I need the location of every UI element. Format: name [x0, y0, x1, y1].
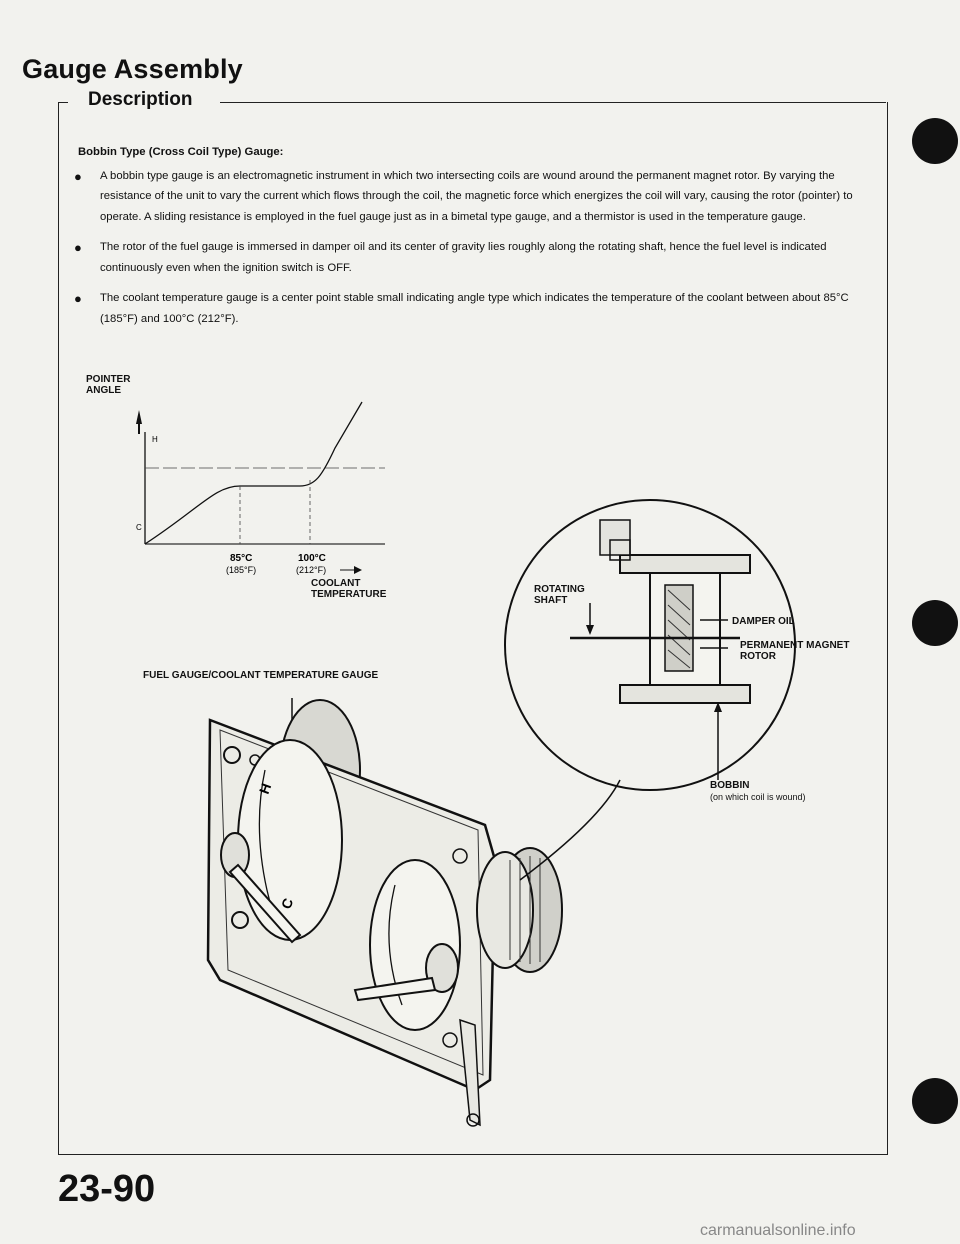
graph-c-label: C — [136, 523, 142, 532]
graph-x-tick-100: 100°C — [298, 553, 326, 564]
y-arrow-icon — [136, 410, 142, 424]
fuel-dial-h-mark-icon: H — [255, 781, 275, 797]
bobbin-bottom-flange — [620, 685, 750, 703]
bobbin-coil-front — [477, 852, 533, 968]
gauge-callout: FUEL GAUGE/COOLANT TEMPERATURE GAUGE — [143, 670, 379, 681]
bullet-icon: ● — [74, 240, 82, 255]
section-heading: Description — [82, 89, 199, 111]
bullet-text: A bobbin type gauge is an electromagnetic instrument in which two intersecting coils are wound around the permanent magnet rotor. By varying the resistance of the unit to vary the current which flows through the coil, the magnetic force which energizes the coil will vary, causing the rotor (pointer) to operate. A sliding resistance is employed in the fuel gauge just as in a bimetal type gauge, and a thermistor is used in the temperature gauge. — [100, 169, 853, 223]
gauge-illustration — [180, 480, 880, 1160]
graph-x-label: COOLANT TEMPERATURE — [311, 578, 387, 600]
page-number: 23-90 — [58, 1168, 156, 1210]
graph-x-tick-100-f: (212°F) — [296, 565, 327, 575]
description-body — [58, 142, 858, 329]
bullet-item — [58, 237, 858, 278]
footer-watermark: carmanualsonline.info — [700, 1222, 856, 1239]
rotor-callout: PERMANENT MAGNET ROTOR — [740, 640, 850, 662]
frame-top-rule — [220, 102, 886, 103]
bullet-text: The coolant temperature gauge is a center point stable small indicating angle type which indicates the temperature of the coolant between about 85°C (185°F) and 100°C (212°F). — [100, 292, 849, 325]
graph-x-tick-85-f: (185°F) — [226, 565, 257, 575]
graph-x-tick-85: 85°C — [230, 553, 253, 564]
binder-hole — [912, 1078, 958, 1124]
bullet-item — [58, 288, 858, 329]
bullet-item — [58, 166, 858, 228]
frame-top-left-rule — [58, 102, 68, 103]
rotating-shaft-callout: ROTATING SHAFT — [534, 584, 585, 606]
bobbin-callout: BOBBIN — [710, 780, 750, 791]
damper-oil-chamber — [665, 585, 693, 671]
graph-y-label: POINTER ANGLE — [86, 374, 131, 396]
damper-oil-callout: DAMPER OIL — [732, 616, 795, 627]
bullet-icon: ● — [74, 168, 82, 184]
bobbin-note: (on which coil is wound) — [710, 792, 806, 802]
page-title: Gauge Assembly — [22, 54, 243, 84]
subheading: Bobbin Type (Cross Coil Type) Gauge: — [78, 146, 284, 158]
fuel-dial-c-mark-icon: C — [277, 896, 297, 912]
bobbin-top-flange — [620, 555, 750, 573]
bullet-icon: ● — [74, 291, 82, 306]
binder-hole — [912, 600, 958, 646]
bullet-text: The rotor of the fuel gauge is immersed in damper oil and its center of gravity lies roughly along the rotating shaft, hence the fuel level is indicated continuously even when the ignition switch is OFF. — [100, 241, 827, 274]
shaft-top-bracket — [600, 520, 630, 555]
binder-hole — [912, 118, 958, 164]
graph-h-label: H — [152, 435, 158, 444]
